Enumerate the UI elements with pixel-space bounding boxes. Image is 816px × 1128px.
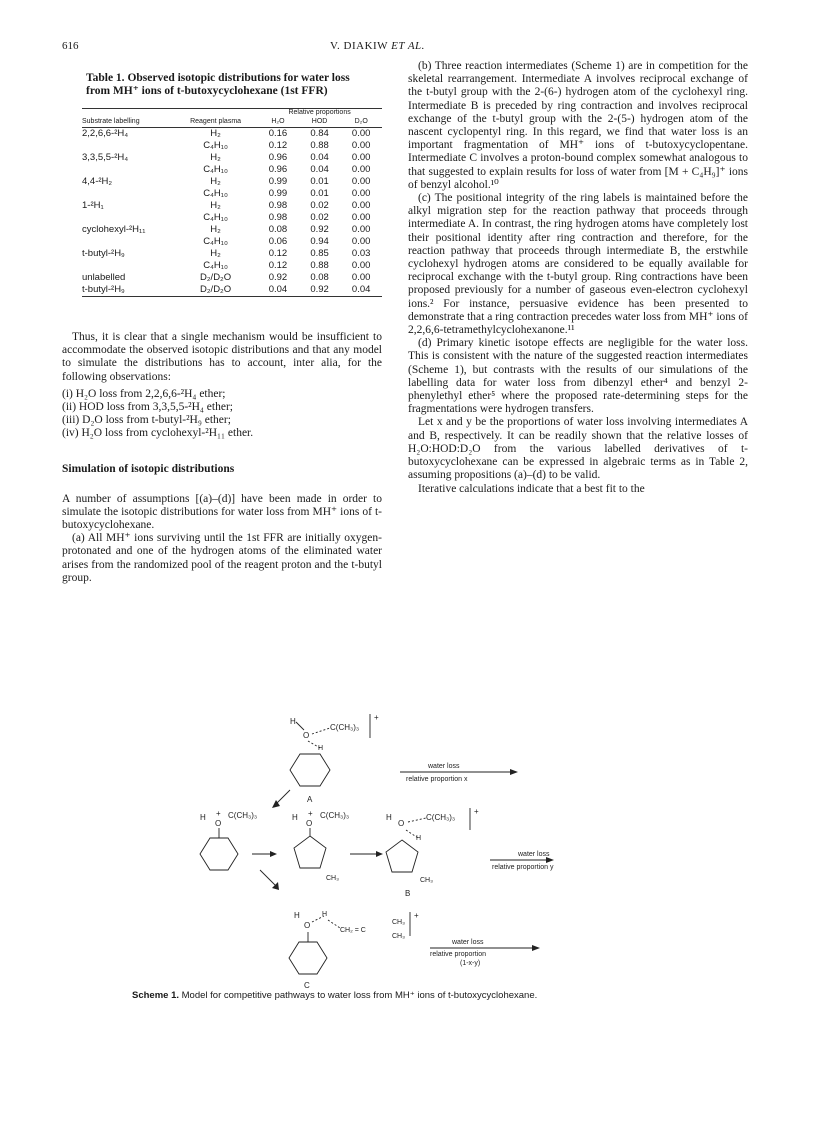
table-cell: D₂/D₂O	[200, 284, 232, 295]
paragraph-c: (c) The positional integrity of the ring labels is maintained before the alkyl migration step for the reaction pathway that proceeds through intermediate A. In contrast, the ring hydrogen atoms have completely lost their positional identity after ring contraction and therefore, for the reaction pathway that proceeds through intermediate B, the erstwhile cyclohexyl hydrogen atoms are considered to be equally available for reciprocal exchange with the t-butyl group. Ring contractions have been proposed previously for a number of gaseous even-electron cyclohexyl ions.² For instance, persuasive evidence has been presented to demonstrate that a ring contraction precedes water loss from MH⁺ ions of 2,2,6,6-tetramethylcyclohexanone.¹¹	[408, 192, 748, 337]
observation-item: (i) H₂O loss from 2,2,6,6-²H₄ ether;	[62, 387, 226, 400]
table-cell: unlabelled	[82, 272, 126, 283]
paragraph-b: (b) Three reaction intermediates (Scheme 1) are in competition for the skeletal rearrangement. Intermediate A involves reciprocal exchange of the t-butyl group with the 2-(6-) hydrogen atom of the cyclohexyl ring. Intermediate B is preceded by ring contraction and involves reciprocal exchange of the t-butyl group with the 2-(5-) hydrogen atom of the nascent cyclopentyl ring. In this regard, we find that water loss is an important fragmentation of MH⁺ ions of t-butoxycyclopentane. Intermediate C involves a proton-bound complex somewhat analogous to that suggested to explain results for loss of water from [M + C₄H₉]⁺ ions of benzyl alcohol.¹⁰	[408, 60, 748, 191]
table-cell: 0.88	[310, 140, 329, 151]
table-cell: 0.84	[310, 128, 329, 139]
table-cell: D₂/D₂O	[200, 272, 232, 283]
paragraph-observations: Thus, it is clear that a single mechanism would be insufficient to accommodate the observed isotopic distributions and that any model to simulate the distributions has to account, inter alia, for the following observations:	[62, 331, 382, 383]
table-cell	[82, 236, 174, 248]
table-cell: 0.04	[268, 284, 288, 295]
table-cell: 0.16	[268, 128, 288, 139]
svg-text:O: O	[215, 819, 222, 828]
table-cell: C₄H₁₀	[203, 236, 228, 247]
table-cell: 2,2,6,6-²H₄	[82, 128, 129, 139]
table-cell: t-butyl-²H₉	[82, 248, 125, 259]
table-cell: 0.12	[268, 260, 288, 271]
table-cell: C₄H₁₀	[203, 188, 228, 199]
paragraph-d: (d) Primary kinetic isotope effects are negligible for the water loss. This is consistent with the nature of the suggested reaction intermediates (Scheme 1), but contrasts with the results of our simulations of the labelling data for water loss from dibenzyl ether⁴ and benzyl 2-phenylethyl ether⁵ where the proposed rate-determining steps for the fragmentations were hydrogen transfers.	[408, 337, 748, 416]
svg-text:CH₃: CH₃	[392, 919, 405, 926]
table-cell: 0.85	[310, 248, 329, 259]
svg-text:water loss: water loss	[428, 763, 460, 770]
table-cell: 0.88	[310, 260, 329, 271]
table-cell: 0.00	[351, 188, 371, 199]
table-cell: 0.02	[310, 200, 329, 211]
table-cell: 0.98	[268, 212, 288, 223]
table-cell: 0.02	[310, 212, 329, 223]
table-row	[82, 248, 382, 260]
table-row	[82, 140, 382, 152]
section-heading: Simulation of isotopic distributions	[62, 462, 235, 475]
svg-text:H: H	[386, 813, 392, 822]
table-cell: 0.01	[310, 176, 329, 187]
table-column-header: HOD	[311, 118, 328, 125]
table-row	[82, 164, 382, 176]
svg-text:H: H	[200, 813, 206, 822]
table-cell: C₄H₁₀	[203, 212, 228, 223]
table-cell: 0.00	[351, 272, 371, 283]
table-cell: 0.00	[351, 236, 371, 247]
observation-item: (iii) D₂O loss from t-butyl-²H₉ ether;	[62, 414, 231, 427]
table-cell: C₄H₁₀	[203, 164, 228, 175]
svg-text:O: O	[304, 921, 311, 930]
table-cell	[82, 140, 174, 152]
table-cell: 1-²H₁	[82, 200, 104, 211]
arrow-b	[490, 851, 554, 871]
table-row	[82, 284, 382, 297]
intermediate-c	[289, 911, 419, 990]
observation-item: (ii) HOD loss from 3,3,5,5-²H₄ ether;	[62, 401, 233, 414]
table-cell: 0.04	[310, 164, 329, 175]
table-cell: 0.12	[268, 248, 288, 259]
table-row	[82, 188, 382, 200]
table-cell: 0.92	[310, 284, 329, 295]
table-row	[82, 236, 382, 248]
svg-text:C(CH₃)₃: C(CH₃)₃	[320, 811, 350, 820]
svg-text:H: H	[318, 745, 324, 752]
arrow-a	[400, 763, 518, 783]
table-cell	[82, 260, 174, 272]
table-cell: 0.99	[268, 188, 288, 199]
scheme-caption: Scheme 1. Model for competitive pathways to water loss from MH⁺ ions of t-butoxycyclohexane.	[132, 990, 538, 1001]
table-column-header: Substrate labelling	[82, 118, 140, 125]
table-cell: 4,4-²H₂	[82, 176, 113, 187]
table-cell: 0.96	[268, 152, 288, 163]
table-column-header: Reagent plasma	[190, 118, 242, 125]
svg-text:relative proportion x: relative proportion x	[406, 776, 468, 783]
svg-text:H: H	[322, 911, 328, 918]
observation-item: (iv) H₂O loss from cyclohexyl-²H₁₁ ether.	[62, 427, 254, 440]
svg-text:H: H	[290, 717, 296, 726]
svg-text:+: +	[474, 807, 479, 816]
svg-text:O: O	[303, 731, 310, 740]
intermediate-a	[290, 713, 379, 804]
svg-text:H: H	[294, 911, 300, 920]
table-cell	[82, 188, 174, 200]
table-row	[82, 260, 382, 272]
arrow-c	[430, 939, 540, 967]
table-cell: 0.99	[268, 176, 288, 187]
paragraph-iterative: Iterative calculations indicate that a best fit to the	[418, 482, 645, 495]
right-column	[408, 60, 748, 496]
table-cell: 0.92	[310, 224, 329, 235]
paragraph-xy: Let x and y be the proportions of water loss involving intermediates A and B, respectively. It can be readily shown that the relative losses of H₂O:HOD:D₂O from the various labelled derivatives of t-butoxycyclohexane can be expressed in algebraic terms as in Table 2, assuming propositions (a)–(d) to be valid.	[408, 416, 748, 482]
table-cell: cyclohexyl-²H₁₁	[82, 224, 146, 235]
table-caption: Table 1. Observed isotopic distributions for water loss from MH⁺ ions of t-butoxycyclohexane (1st FFR)	[86, 72, 350, 97]
start-molecule	[200, 809, 257, 870]
table-cell: 0.00	[351, 260, 371, 271]
svg-text:C(CH₃)₃: C(CH₃)₃	[426, 813, 456, 822]
svg-text:CH₃: CH₃	[326, 875, 339, 882]
table-cell: 0.04	[351, 284, 371, 295]
table-row	[82, 224, 382, 236]
svg-text:+: +	[374, 713, 379, 722]
table-cell: 0.03	[351, 248, 371, 259]
table-row	[82, 152, 382, 164]
svg-text:O: O	[306, 819, 313, 828]
table-cell: H₂	[210, 176, 221, 187]
table-cell: H₂	[210, 200, 221, 211]
svg-text:+: +	[414, 911, 419, 920]
svg-text:water loss: water loss	[518, 851, 550, 858]
table-column-header: H₂O	[271, 118, 285, 125]
table-cell: 3,3,5,5-²H₄	[82, 152, 129, 163]
svg-text:C(CH₃)₃: C(CH₃)₃	[228, 811, 258, 820]
table-cell: 0.94	[310, 236, 329, 247]
svg-text:+: +	[216, 809, 221, 818]
svg-text:CH₂ = C: CH₂ = C	[340, 927, 366, 934]
table-cell: H₂	[210, 248, 221, 259]
contracted-ion	[292, 809, 349, 882]
observation-list	[62, 388, 382, 441]
table-cell: H₂	[210, 128, 221, 139]
running-title: V. DIAKIW ET AL.	[330, 40, 425, 52]
label-c: C	[304, 981, 310, 990]
left-column	[62, 60, 382, 585]
table-cell	[82, 212, 174, 224]
table-cell: t-butyl-²H₉	[82, 284, 125, 295]
table-cell: H₂	[210, 224, 221, 235]
table-cell: 0.00	[351, 128, 371, 139]
page-number: 616	[62, 40, 79, 52]
svg-text:CH₃: CH₃	[392, 933, 405, 940]
svg-text:C(CH₃)₃: C(CH₃)₃	[330, 723, 360, 732]
table-cell: 0.00	[351, 164, 371, 175]
relative-proportions-header: Relative proportions	[257, 109, 382, 119]
table-cell: 0.00	[351, 176, 371, 187]
table-cell: C₄H₁₀	[203, 260, 228, 271]
table-cell: 0.08	[268, 224, 288, 235]
table-cell	[82, 164, 174, 176]
svg-text:relative proportion y: relative proportion y	[492, 864, 554, 871]
svg-text:H: H	[416, 835, 422, 842]
table-row	[82, 212, 382, 224]
paragraph-a: (a) All MH⁺ ions surviving until the 1st FFR are initially oxygen-protonated and one of the hydrogen atoms of the eliminated water arises from the randomized pool of the reagent proton and the t-butyl group.	[62, 532, 382, 584]
svg-text:water loss: water loss	[452, 939, 484, 946]
table-cell: 0.00	[351, 200, 371, 211]
svg-text:O: O	[398, 819, 405, 828]
table-cell: 0.00	[351, 140, 371, 151]
table-cell: 0.00	[351, 212, 371, 223]
table-row	[82, 176, 382, 188]
svg-text:CH₃: CH₃	[420, 877, 433, 884]
table-cell: H₂	[210, 152, 221, 163]
label-a: A	[307, 795, 313, 804]
table-cell: 0.08	[310, 272, 329, 283]
reaction-scheme	[180, 710, 560, 990]
svg-text:H: H	[292, 813, 298, 822]
table-row	[82, 128, 382, 141]
table-cell: 0.12	[268, 140, 288, 151]
table-cell: C₄H₁₀	[203, 140, 228, 151]
intermediate-b	[386, 807, 479, 898]
table-row	[82, 272, 382, 284]
table-cell: 0.96	[268, 164, 288, 175]
table-cell: 0.00	[351, 152, 371, 163]
isotope-table	[82, 108, 382, 297]
table-row	[82, 200, 382, 212]
label-b: B	[405, 889, 411, 898]
table-cell: 0.01	[310, 188, 329, 199]
table-cell: 0.00	[351, 224, 371, 235]
svg-text:+: +	[308, 809, 313, 818]
table-column-header: D₂O	[354, 118, 368, 125]
table-cell: 0.04	[310, 152, 329, 163]
paragraph-assumptions: A number of assumptions [(a)–(d)] have been made in order to simulate the isotopic distributions for water loss from MH⁺ ions of t-butoxycyclohexane.	[62, 492, 382, 532]
svg-text:relative proportion: relative proportion	[430, 951, 487, 958]
table-cell: 0.06	[268, 236, 288, 247]
table-cell: 0.98	[268, 200, 288, 211]
svg-text:(1-x-y): (1-x-y)	[460, 960, 481, 967]
table-cell: 0.92	[268, 272, 288, 283]
